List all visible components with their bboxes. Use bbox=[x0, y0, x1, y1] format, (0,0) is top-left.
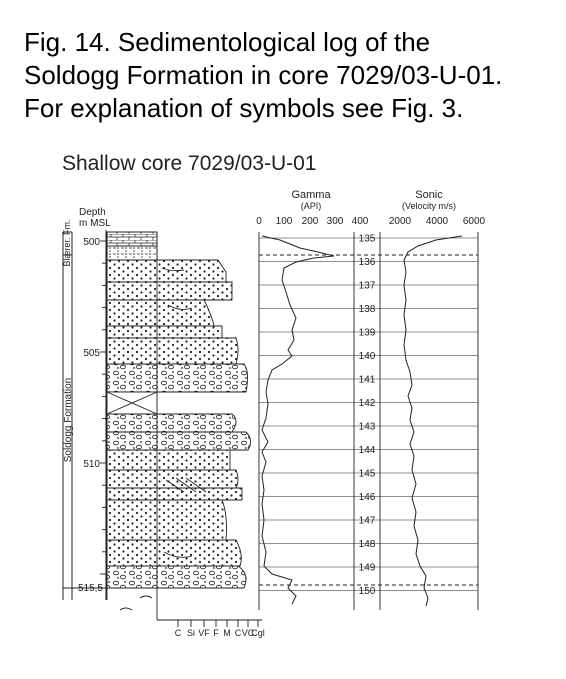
bed-sandstone-5 bbox=[107, 338, 238, 364]
bed-sandstone-3 bbox=[107, 300, 214, 326]
sonic-track bbox=[389, 189, 486, 610]
gamma-tick-200: 200 bbox=[301, 216, 319, 227]
depth-label-515-5: 515,5 bbox=[77, 583, 103, 594]
depth-label-510: 510 bbox=[83, 459, 100, 470]
log-depth-label-135: 135 bbox=[358, 233, 376, 245]
formation-upper-label: Blærer. Fm. bbox=[62, 219, 72, 267]
bed-conglomerate-3 bbox=[107, 432, 251, 450]
caption-line-2: Soldogg Formation in core 7029/03-U-01. bbox=[24, 60, 503, 90]
formation-column bbox=[62, 219, 106, 600]
sonic-tick-2000: 2000 bbox=[388, 216, 412, 227]
formation-lower-label: Soldogg Formation bbox=[63, 377, 74, 463]
bed-sandstone-10 bbox=[107, 540, 241, 566]
bed-shale-top bbox=[107, 246, 157, 260]
log-depth-label-147: 147 bbox=[358, 515, 376, 527]
gamma-tick-400: 400 bbox=[351, 216, 369, 227]
bed-sandstone-6 bbox=[107, 450, 230, 470]
grain-label-clay: C bbox=[174, 628, 182, 638]
gamma-tick-0: 0 bbox=[256, 216, 262, 227]
gamma-track bbox=[256, 189, 369, 610]
grain-label-medium: M bbox=[223, 628, 231, 638]
log-depth-label-139: 139 bbox=[358, 327, 376, 339]
grain-size-scale bbox=[157, 620, 265, 638]
sonic-tick-6000: 6000 bbox=[462, 216, 486, 227]
log-depth-label-149: 149 bbox=[358, 562, 376, 574]
bed-conglomerate-2 bbox=[107, 414, 236, 432]
log-depth-label-136: 136 bbox=[358, 257, 376, 268]
log-depth-axis bbox=[259, 232, 478, 610]
gamma-tick-100: 100 bbox=[275, 216, 293, 227]
grain-label-conglomerate: Cgl bbox=[251, 628, 265, 638]
log-depth-label-150: 150 bbox=[358, 586, 376, 597]
sonic-unit: (Velocity m/s) bbox=[401, 201, 457, 211]
grain-label-very-coarse: VC bbox=[241, 628, 255, 638]
grain-label-coarse: C bbox=[234, 628, 242, 638]
log-depth-label-144: 144 bbox=[358, 445, 376, 456]
log-depth-label-143: 143 bbox=[358, 421, 376, 433]
bed-sandstone-9 bbox=[107, 500, 227, 540]
gamma-unit: (API) bbox=[300, 201, 322, 211]
bed-limestone bbox=[107, 232, 157, 246]
caption-line-1: Fig. 14. Sedimentological log of the bbox=[24, 27, 431, 57]
log-depth-label-146: 146 bbox=[358, 492, 376, 503]
bed-sandstone-1 bbox=[107, 260, 226, 282]
sonic-curve bbox=[404, 236, 462, 606]
sonic-title: Sonic bbox=[415, 189, 443, 201]
gamma-tick-300: 300 bbox=[326, 216, 344, 227]
log-depth-label-145: 145 bbox=[358, 468, 376, 480]
log-depth-label-137: 137 bbox=[358, 280, 376, 292]
log-depth-label-142: 142 bbox=[358, 398, 376, 409]
log-depth-label-148: 148 bbox=[358, 539, 376, 550]
gamma-title: Gamma bbox=[291, 189, 331, 201]
bed-sandstone-7 bbox=[107, 470, 238, 488]
grain-label-silt: Si bbox=[186, 628, 196, 638]
bed-sandstone-2 bbox=[107, 282, 232, 300]
depth-label-500: 500 bbox=[83, 237, 100, 248]
depth-label-505: 505 bbox=[83, 348, 100, 359]
bed-sandstone-4 bbox=[107, 326, 222, 338]
log-depth-label-140: 140 bbox=[358, 351, 376, 362]
depth-minor-ticks bbox=[100, 241, 106, 574]
bed-conglomerate-1 bbox=[107, 364, 248, 392]
depth-header-line-2: m MSL bbox=[79, 218, 111, 229]
figure-subtitle: Shallow core 7029/03-U-01 bbox=[62, 152, 317, 175]
lithology-log bbox=[107, 232, 251, 620]
bed-conglomerate-4 bbox=[107, 566, 246, 588]
caption-line-3: For explanation of symbols see Fig. 3. bbox=[24, 93, 464, 123]
depth-axis bbox=[78, 207, 111, 600]
log-depth-label-138: 138 bbox=[358, 304, 376, 315]
sonic-tick-4000: 4000 bbox=[425, 216, 449, 227]
bed-sandstone-8 bbox=[107, 488, 242, 500]
grain-label-very-fine: VF bbox=[198, 628, 210, 638]
depth-header-line-1: Depth bbox=[79, 207, 106, 218]
gamma-curve bbox=[262, 236, 334, 604]
grain-label-fine: F bbox=[213, 628, 219, 638]
log-depth-label-141: 141 bbox=[358, 374, 376, 386]
